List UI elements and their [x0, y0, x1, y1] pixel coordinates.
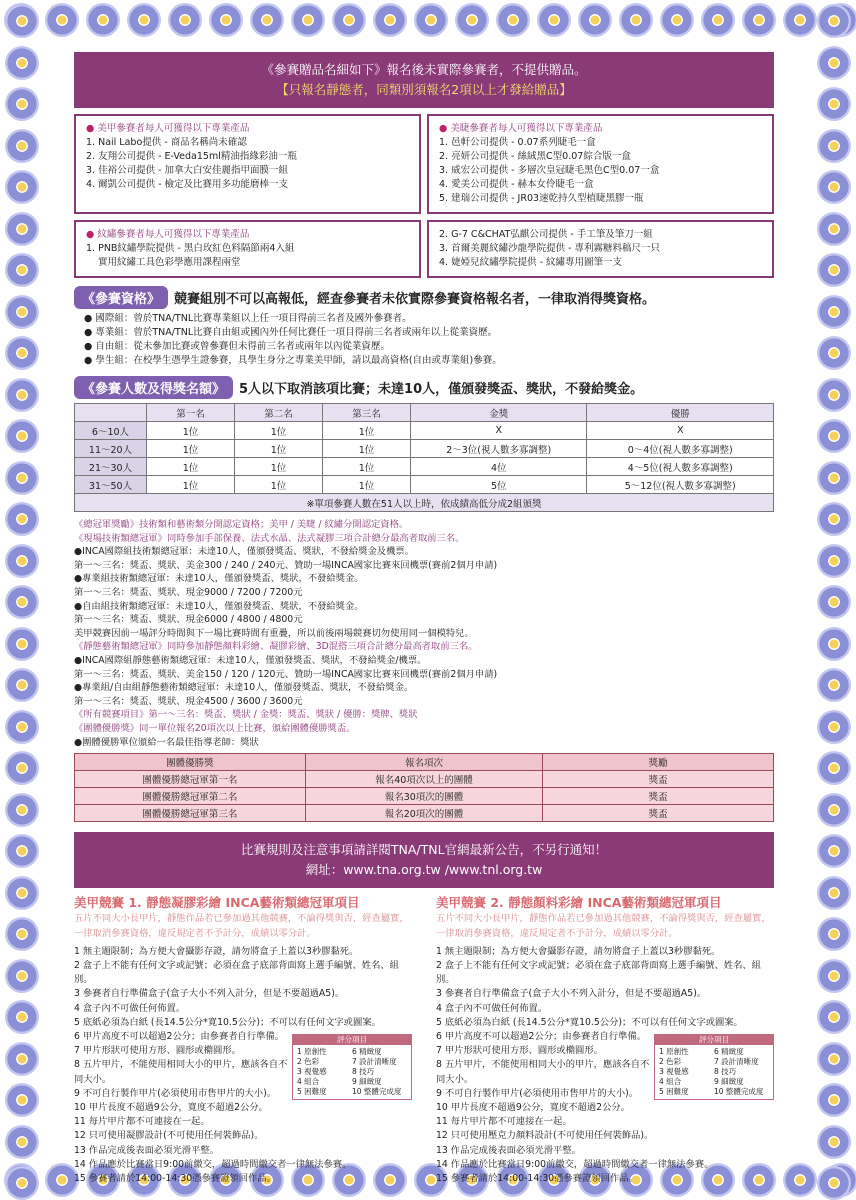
eligibility-heading: [74, 286, 774, 309]
score-box: [292, 1034, 412, 1100]
flower-decoration: [817, 87, 851, 121]
awards-pill: 《參賽人數及得獎名額》: [74, 376, 233, 399]
rule-item: 6 甲片高度不可以超過2公分；由參賽者自行準備。: [436, 1030, 647, 1042]
rule-item: 1 無主題限制；為方便大會攝影存證，請勿將盒子上蓋以3秒膠黏死。: [74, 945, 359, 957]
table-cell: 11～20人: [75, 440, 147, 458]
prize-item: 2. 友翔公司提供 - E-Veda15ml精油指緣彩油一瓶: [86, 151, 297, 162]
eligibility-item: ● 自由組：從未參加比賽或曾參賽但未得前三名者或兩年以內從業資歷。: [84, 340, 774, 354]
table-cell: 1位: [147, 440, 235, 458]
team-award-table: [74, 753, 774, 822]
flower-decoration: [5, 959, 39, 993]
table-cell: 獎盃: [543, 771, 774, 788]
flower-decoration: [817, 253, 851, 287]
table-cell: 2～3位(視人數多寡調整): [411, 440, 587, 458]
prize-item: 5. 建瑞公司提供 - JR03速乾持久型植睫黑膠一瓶: [439, 193, 644, 204]
table-header-cell: 金獎: [411, 404, 587, 422]
rule-item: 9 不可自行製作甲片(必須使用市售甲片的大小)。: [74, 1087, 277, 1099]
table-row: [75, 476, 774, 494]
flower-decoration: [817, 917, 851, 951]
score-title: 評分項目: [655, 1035, 773, 1045]
prize-box-nail: [74, 114, 421, 214]
table-cell: 21～30人: [75, 458, 147, 476]
flower-decoration: [5, 1166, 39, 1200]
score-criterion: 8 技巧: [352, 1067, 375, 1077]
rule-item: 12 只可使用壓克力顏料設計(不可使用任何裝飾品)。: [436, 1130, 654, 1142]
flower-decoration: [817, 876, 851, 910]
award-detail-line: 第一～三名：獎盃、獎狀、現金4500 / 3600 / 3600元: [74, 695, 303, 707]
flower-decoration: [86, 3, 120, 37]
rule-item: 4 盒子內不可做任何佈置。: [436, 1002, 548, 1014]
rules-column-gel-art: [74, 896, 412, 1186]
table-header-row: [75, 404, 774, 422]
score-box: [654, 1034, 774, 1100]
table-header-cell: 報名項次: [305, 754, 543, 771]
flower-decoration: [5, 129, 39, 163]
score-criterion: 7 設計清晰度: [714, 1057, 759, 1067]
table-note: ※單項參賽人數在51人以上時，依成績高低分成2組頒獎: [75, 494, 774, 512]
flower-decoration: [5, 46, 39, 80]
table-cell: 1位: [323, 476, 411, 494]
prize-item: 1. 邑軒公司提供 - 0.07系列睫毛一盒: [439, 137, 596, 148]
prize-item: 2. G-7 C&CHAT弘麒公司提供 - 手工筆及筆刀一組: [439, 229, 653, 240]
column-intro: 五片不同大小長甲片，靜態作品若已參加過其他競賽，不論得獎與否，經查屬實，一律取消參賽資格，違反規定者不予計分，成績以零分計。: [74, 913, 409, 939]
prize-item: 3. 首爾美麗紋繡沙龍學院提供 - 專利霧糖料稿尺一只: [439, 243, 661, 254]
rule-item: 15 參賽者請於14:00-14:30憑參賽證領回作品。: [436, 1172, 638, 1184]
rule-item: 1 無主題限制；為方便大會攝影存證，請勿將盒子上蓋以3秒膠黏死。: [436, 945, 721, 957]
table-row: [75, 805, 774, 822]
rule-item: 6 甲片高度不可以超過2公分；由參賽者自行準備。: [74, 1030, 285, 1042]
table-header-cell: 優勝: [587, 404, 774, 422]
flower-decoration: [168, 3, 202, 37]
eligibility-pill: 《參賽資格》: [74, 286, 168, 309]
website-link[interactable]: 網址：www.tna.org.tw /www.tnl.org.tw: [305, 862, 543, 878]
flower-decoration: [373, 3, 407, 37]
flower-decoration: [5, 917, 39, 951]
flower-decoration: [817, 212, 851, 246]
flower-decoration: [537, 3, 571, 37]
rule-item: 2 盒子上不能有任何文字或記號；必須在盒子底部背面寫上選手編號、姓名、組別。: [436, 959, 761, 986]
prize-item: 3. 威宏公司提供 - 多層次皇冠睫毛黑色C型0.07一盒: [439, 165, 660, 176]
score-criterion: 1 原創性: [659, 1047, 689, 1057]
rule-item: 8 五片甲片，不能使用相同大小的甲片，應該各自不同大小。: [74, 1059, 288, 1085]
score-title: 評分項目: [293, 1035, 411, 1045]
flower-decoration: [817, 1125, 851, 1159]
score-criterion: 5 困難度: [659, 1087, 689, 1097]
flower-decoration: [209, 3, 243, 37]
flower-decoration: [742, 3, 776, 37]
table-header-cell: [75, 404, 147, 422]
flower-decoration: [127, 3, 161, 37]
table-cell: 6～10人: [75, 422, 147, 440]
rule-item: 5 底紙必須為白紙 (長14.5公分*寬10.5公分)；不可以有任何文字或圖案。: [436, 1016, 743, 1028]
score-criterion: 10 整體完成度: [714, 1087, 764, 1097]
award-detail-line: 《團體優勝獎》同一單位報名20項次以上比賽，頒給團體優勝獎盃。: [74, 722, 356, 734]
flower-border-top: [0, 0, 856, 40]
prize-box-title: ● 美睫參賽者每人可獲得以下專業產品: [439, 122, 762, 136]
flower-decoration: [701, 3, 735, 37]
score-criterion: 2 色彩: [297, 1057, 320, 1067]
rule-item: 4 盒子內不可做任何佈置。: [74, 1002, 186, 1014]
score-criterion: 8 技巧: [714, 1067, 737, 1077]
prize-item: 1. PNB紋繡學院提供 - 黑白玫紅色料隔節兩4入組: [86, 243, 295, 254]
table-cell: 團體優勝總冠軍第二名: [75, 788, 306, 805]
flower-decoration: [817, 1083, 851, 1117]
table-cell: 1位: [323, 458, 411, 476]
award-detail-line: ●INCA國際組技術類總冠軍：未達10人，僅頒發獎盃、獎狀，不發給獎金及機票。: [74, 546, 414, 558]
column-title: 美甲競賽 2. 靜態顏料彩繪 INCA藝術類總冠軍項目: [436, 895, 722, 911]
rule-item: 13 作品完成後表面必須光滑平整。: [74, 1144, 219, 1156]
prize-box-tattoo: [74, 220, 421, 278]
competition-rules: [74, 896, 774, 1186]
table-cell: 報名40項次以上的團體: [305, 771, 543, 788]
prize-box-title: ● 紋繡參賽者每人可獲得以下專業產品: [86, 228, 409, 242]
prize-row-1: [74, 114, 774, 214]
table-header-row: [75, 754, 774, 771]
table-cell: 5～12位(視人數多寡調整): [587, 476, 774, 494]
flower-decoration: [817, 834, 851, 868]
flower-decoration: [817, 585, 851, 619]
flower-decoration: [619, 3, 653, 37]
flower-decoration: [5, 4, 39, 38]
table-cell: X: [411, 422, 587, 440]
flower-decoration: [817, 627, 851, 661]
flower-decoration: [5, 1125, 39, 1159]
flower-decoration: [817, 336, 851, 370]
flower-decoration: [817, 502, 851, 536]
flower-decoration: [817, 1042, 851, 1076]
flower-decoration: [5, 378, 39, 412]
rule-item: 7 甲片形狀可使用方形、圓形或橢圓形。: [436, 1045, 603, 1057]
rule-item: 2 盒子上不能有任何文字或記號；必須在盒子底部背面寫上選手編號、姓名、組別。: [74, 959, 399, 986]
table-cell: 1位: [323, 422, 411, 440]
flower-decoration: [817, 461, 851, 495]
score-criterion: 6 精緻度: [352, 1047, 382, 1057]
flower-decoration: [5, 834, 39, 868]
flower-decoration: [817, 751, 851, 785]
score-grid: [293, 1045, 411, 1099]
score-criterion: 4 組合: [659, 1077, 682, 1087]
award-detail-line: 《現場技術類總冠軍》同時參加手部保養、法式水晶、法式凝膠三項合計總分最高者取前三名。: [74, 532, 465, 544]
flower-decoration: [817, 46, 851, 80]
flower-decoration: [5, 793, 39, 827]
flower-decoration: [817, 295, 851, 329]
flower-decoration: [5, 1083, 39, 1117]
prize-row-2: [74, 220, 774, 278]
prize-item: 4. 爾凱公司提供 - 檢定及比賽用多功能磨棒一支: [86, 179, 289, 190]
flower-decoration: [817, 129, 851, 163]
score-criterion: 6 精緻度: [714, 1047, 744, 1057]
eligibility-list: [74, 312, 774, 368]
table-cell: 5位: [411, 476, 587, 494]
table-cell: 1位: [235, 458, 323, 476]
rule-item: 12 只可使用凝膠設計(不可使用任何裝飾品)。: [74, 1130, 264, 1142]
score-criterion: 1 原創性: [297, 1047, 327, 1057]
table-header-cell: 第三名: [323, 404, 411, 422]
prize-item: 2. 亮妍公司提供 - 絲絨黑C型0.07綜合版一盒: [439, 151, 631, 162]
rule-item: 10 甲片長度不超過9公分，寬度不超過2公分。: [74, 1101, 268, 1113]
flower-decoration: [817, 793, 851, 827]
flower-decoration: [578, 3, 612, 37]
flower-decoration: [5, 502, 39, 536]
flower-decoration: [5, 627, 39, 661]
eligibility-text: 競賽組別不可以高報低，經查參賽者未依實際參賽資格報名者，一律取消得獎資格。: [174, 292, 656, 307]
score-criterion: 7 設計清晰度: [352, 1057, 397, 1067]
prize-item: 4. 婕婭兒紋繡學院提供 - 紋繡專用圖筆一支: [439, 257, 623, 268]
table-note-row: [75, 494, 774, 512]
flower-decoration: [496, 3, 530, 37]
prize-box-lash: [427, 114, 774, 214]
table-cell: 1位: [235, 476, 323, 494]
flower-decoration: [817, 668, 851, 702]
flower-decoration: [250, 3, 284, 37]
flower-decoration: [45, 3, 79, 37]
prize-box-tattoo-cont: [427, 220, 774, 278]
flower-decoration: [5, 87, 39, 121]
award-detail-line: 《總冠軍獎勵》技術類和藝術類分開認定資格；美甲 / 美睫 / 紋繡分開認定資格。: [74, 519, 409, 530]
rules-column-paint-art: [436, 896, 774, 1186]
prize-box-title: ● 美甲參賽者每人可獲得以下專業產品: [86, 122, 409, 136]
table-cell: 4～5位(視人數多寡調整): [587, 458, 774, 476]
flower-decoration: [817, 959, 851, 993]
awards-heading: [74, 376, 774, 399]
table-row: [75, 422, 774, 440]
prize-item: 4. 愛美公司提供 - 赫本女伶睫毛一盒: [439, 179, 594, 190]
prize-item: 1. Nail Labo提供 - 商品名稱尚未確認: [86, 137, 247, 148]
table-cell: 1位: [147, 422, 235, 440]
rule-item: 7 甲片形狀可使用方形、圓形或橢圓形。: [74, 1045, 241, 1057]
rule-item: 9 不可自行製作甲片(必須使用市售甲片的大小)。: [436, 1087, 639, 1099]
table-header-cell: 獎勵: [543, 754, 774, 771]
score-criterion: 9 細緻度: [714, 1077, 744, 1087]
rule-item: 3 參賽者自行準備盒子(盒子大小不列入計分，但是不要超過A5)。: [74, 988, 345, 1000]
award-detail-line: 第一～三名：獎盃、獎狀、現金9000 / 7200 / 7200元: [74, 586, 303, 598]
rule-item: 3 參賽者自行準備盒子(盒子大小不列入計分，但是不要超過A5)。: [436, 988, 707, 1000]
table-header-cell: 團體優勝獎: [75, 754, 306, 771]
table-row: [75, 771, 774, 788]
flower-decoration: [5, 295, 39, 329]
flower-decoration: [332, 3, 366, 37]
flower-decoration: [817, 419, 851, 453]
rule-item: 5 底紙必須為白紙 (長14.5公分*寬10.5公分)；不可以有任何文字或圖案。: [74, 1016, 381, 1028]
rules-banner: [74, 832, 774, 888]
flower-decoration: [817, 1166, 851, 1200]
score-criterion: 4 組合: [297, 1077, 320, 1087]
flower-decoration: [5, 751, 39, 785]
table-cell: 31～50人: [75, 476, 147, 494]
table-row: [75, 458, 774, 476]
flower-decoration: [5, 710, 39, 744]
table-cell: 1位: [147, 458, 235, 476]
prize-banner-line1: 《參賽贈品名細如下》報名後未實際參賽者，不提供贈品。: [261, 62, 587, 77]
rule-item: 15 參賽者請於14:00-14:30憑參賽證領回作品。: [74, 1172, 276, 1184]
flower-decoration: [5, 876, 39, 910]
flyer-page: [74, 52, 774, 1184]
score-criterion: 5 困難度: [297, 1087, 327, 1097]
award-detail-line: ●自由組技術類總冠軍：未達10人，僅頒發獎盃、獎狀，不發給獎金。: [74, 600, 364, 612]
flower-decoration: [817, 170, 851, 204]
score-criterion: 3 視覺感: [659, 1067, 689, 1077]
rule-item: 11 每片甲片都不可連接在一起。: [74, 1116, 210, 1128]
prize-banner-line2: 【只報名靜態者，同類別須報名2項以上才發給贈品】: [276, 82, 572, 97]
rules-banner-line1: 比賽規則及注意事項請詳閱TNA/TNL官網最新公告，不另行通知！: [240, 842, 608, 858]
table-cell: 1位: [235, 422, 323, 440]
flower-decoration: [5, 253, 39, 287]
flower-border-left: [0, 0, 44, 1200]
award-detail-line: 第一～三名：獎盃、獎狀、現金6000 / 4800 / 4800元: [74, 614, 303, 626]
table-cell: 1位: [323, 440, 411, 458]
score-criterion: 3 視覺感: [297, 1067, 327, 1077]
rule-item: 10 甲片長度不超過9公分，寬度不超過2公分。: [436, 1101, 630, 1113]
flower-decoration: [5, 668, 39, 702]
flower-decoration: [414, 3, 448, 37]
table-row: [75, 788, 774, 805]
flower-decoration: [5, 170, 39, 204]
eligibility-item: ● 國際組：曾於TNA/TNL比賽專業組以上任一項目得前三名者及國外參賽者。: [84, 312, 774, 326]
table-cell: 1位: [235, 440, 323, 458]
award-detail-line: ●INCA國際組靜態藝術類總冠軍：未達10人，僅頒發獎盃、獎狀，不發給獎金/機票。: [74, 654, 427, 666]
prize-item: 3. 佳裕公司提供 - 加拿大白安佳麗指甲面膜一組: [86, 165, 289, 176]
award-detail-line: 《所有競賽項目》第一～三名：獎盃、獎狀 / 金獎：獎盃、獎狀 / 優勝：獎牌、獎狀: [74, 709, 418, 721]
flower-decoration: [5, 212, 39, 246]
flower-border-right: [812, 0, 856, 1200]
award-details: [74, 518, 774, 749]
flower-decoration: [660, 3, 694, 37]
table-cell: 報名20項次的團體: [305, 805, 543, 822]
flower-decoration: [5, 1000, 39, 1034]
prize-item: 實用紋繡工具色彩學應用課程兩堂: [98, 257, 241, 268]
award-detail-line: 美甲競賽因前一場評分時間與下一場比賽時間有重疊，所以前後兩場競賽切勿使用同一個模特兒。: [74, 627, 474, 639]
flower-decoration: [817, 710, 851, 744]
table-cell: 獎盃: [543, 805, 774, 822]
column-intro: 五片不同大小長甲片，靜態作品若已參加過其他競賽，不論得獎與否，經查屬實，一律取消參賽資格，違反規定者不予計分，成績以零分計。: [436, 913, 771, 939]
award-detail-line: 第一～三名：獎盃、獎狀、美金300 / 240 / 240元、贊助一場INCA國家比賽來回機票(賽前2個月申請): [74, 559, 498, 571]
rule-item: 8 五片甲片，不能使用相同大小的甲片，應該各自不同大小。: [436, 1059, 650, 1085]
table-header-cell: 第二名: [235, 404, 323, 422]
table-cell: 1位: [147, 476, 235, 494]
table-cell: 獎盃: [543, 788, 774, 805]
rule-item: 14 作品應於比賽當日9:00前繳交，超過時間繳交者一律無法參賽。: [436, 1158, 714, 1170]
flower-decoration: [5, 419, 39, 453]
table-cell: 4位: [411, 458, 587, 476]
prize-banner: [74, 52, 774, 108]
table-cell: 0～4位(視人數多寡調整): [587, 440, 774, 458]
table-row: [75, 440, 774, 458]
rule-item: 13 作品完成後表面必須光滑平整。: [436, 1144, 581, 1156]
rule-item: 14 作品應於比賽當日9:00前繳交，超過時間繳交者一律無法參賽。: [74, 1158, 352, 1170]
flower-decoration: [817, 544, 851, 578]
flower-decoration: [5, 336, 39, 370]
flower-decoration: [817, 378, 851, 412]
awards-table: [74, 403, 774, 512]
award-detail-line: 第一～三名：獎盃、獎狀、美金150 / 120 / 120元、贊助一場INCA國家比賽來回機票(賽前2個月申請): [74, 668, 498, 680]
eligibility-item: ● 學生組：在校學生憑學生證參賽，具學生身分之專業美甲師，請以最高資格(自由或專業組)參賽。: [84, 354, 774, 368]
table-cell: X: [587, 422, 774, 440]
table-header-cell: 第一名: [147, 404, 235, 422]
score-criterion: 2 色彩: [659, 1057, 682, 1067]
table-cell: 團體優勝總冠軍第一名: [75, 771, 306, 788]
score-criterion: 9 細緻度: [352, 1077, 382, 1087]
flower-decoration: [5, 461, 39, 495]
flower-decoration: [817, 4, 851, 38]
rule-item: 11 每片甲片都不可連接在一起。: [436, 1116, 572, 1128]
award-detail-line: ●專業組/自由組靜態藝術類總冠軍：未達10人，僅頒發獎盃、獎狀，不發給獎金。: [74, 682, 414, 694]
eligibility-item: ● 專業組：曾於TNA/TNL比賽自由組或國內外任何比賽任一項目得前三名者或兩年以上從業資歷。: [84, 326, 774, 340]
award-detail-line: ●專業組技術類總冠軍：未達10人，僅頒發獎盃、獎狀，不發給獎金。: [74, 573, 364, 585]
flower-decoration: [291, 3, 325, 37]
awards-text: 5人以下取消該項比賽；未達10人，僅頒發獎盃、獎狀，不發給獎金。: [239, 382, 644, 397]
flower-decoration: [817, 1000, 851, 1034]
award-detail-line: 《靜態藝術類總冠軍》同時參加靜態顏料彩繪、凝膠彩繪、3D混搭三項合計總分最高者取前三名。: [74, 641, 478, 653]
flower-decoration: [5, 544, 39, 578]
flower-decoration: [5, 585, 39, 619]
column-title: 美甲競賽 1. 靜態凝膠彩繪 INCA藝術類總冠軍項目: [74, 895, 360, 911]
score-grid: [655, 1045, 773, 1099]
table-cell: 團體優勝總冠軍第三名: [75, 805, 306, 822]
table-cell: 報名30項次的團體: [305, 788, 543, 805]
flower-decoration: [5, 1042, 39, 1076]
award-detail-line: ●團體優勝單位頒給一名最佳指導老師：獎狀: [74, 736, 259, 748]
score-criterion: 10 整體完成度: [352, 1087, 402, 1097]
flower-decoration: [455, 3, 489, 37]
